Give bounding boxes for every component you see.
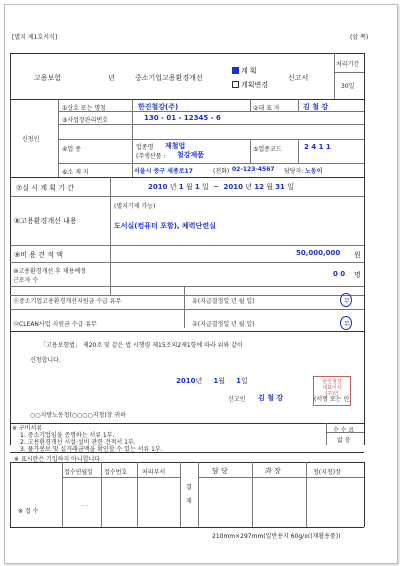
sign-col-chief: 청(지청)장: [313, 469, 341, 476]
contact-value: 노동이: [305, 168, 323, 175]
title-name: 중소기업고용환경개선: [135, 74, 203, 82]
receipt-col-date: 접수연월일: [64, 469, 93, 476]
budget-label: ⑨비 용 견 적 액: [14, 251, 63, 259]
sign-col-staff: 담 당: [212, 467, 228, 475]
applicant-sign-name: 김 철 강: [258, 394, 284, 402]
declaration-line2: 신청합니다.: [30, 357, 61, 364]
company-seal-stamp: 한진철강 대표이사 (주)인: [313, 376, 351, 406]
hiring-value: 0 0: [333, 270, 346, 278]
q12-selected-circle: [340, 316, 352, 330]
form-label: [별지 제1호서식]: [12, 34, 58, 41]
front-label: (앞 쪽): [350, 34, 369, 41]
receipt-dot-2: .: [86, 501, 88, 508]
industry-value: 제철업: [165, 142, 186, 150]
docs-header: ※ 구비서류: [12, 425, 43, 432]
sign-label: (서명 또는 인): [314, 396, 352, 403]
decision-label: 결 재: [186, 484, 192, 505]
improvement-value: 도서실(컴퓨터 포함), 체력단련실: [114, 222, 216, 230]
change-option[interactable]: 계획변경: [232, 80, 268, 90]
q11-label: ⑪중소기업고용환경개선지원금 수급 유무: [13, 298, 122, 305]
phone-label: (전화): [213, 168, 230, 175]
declaration-line1: 「고용보험법」 제20조 및 같은 법 시행령 제15조의2제1항에 따라 위와 같이: [40, 342, 243, 349]
biz-no-value: 130 - 01 - 12345 - 6: [144, 114, 221, 122]
fee-value: 없 음: [337, 437, 351, 444]
main-product-value: 철강제품: [177, 151, 205, 159]
receipt-col-dept: 처리부서: [142, 469, 166, 476]
plan-period-value: 2010 년 1 월 1 일 ~ 2010 년 12 월 31 일: [148, 183, 294, 191]
company-value: 한진철강(주): [138, 103, 179, 111]
receipt-dot: .: [82, 501, 84, 508]
docs-item-1: 1. 중소기업임을 증명하는 서류 1부.: [20, 432, 115, 439]
change-checkbox[interactable]: [232, 81, 239, 88]
processing-value: 30일: [341, 83, 355, 90]
q12-yes-option[interactable]: 유(지급결정일 년 월 일): [192, 321, 255, 328]
contact-label: 담당자:: [284, 168, 304, 175]
receipt-col-number: 접수번호: [104, 469, 128, 476]
q11-yes-option[interactable]: 유(지급결정일 년 월 일): [192, 298, 255, 305]
hiring-unit: 명: [354, 271, 361, 279]
improvement-note: (별지기재 가능): [114, 203, 156, 210]
fee-label: 수 수 료: [333, 427, 355, 434]
q12-label: ⑫CLEAN사업 지원금 수급 유무: [13, 321, 97, 328]
rep-value: 김 철 강: [303, 103, 329, 111]
budget-value: 50,000,000: [296, 249, 341, 257]
rep-label: ②대 표 자: [253, 105, 280, 112]
footer-size: 210mm×297mm(일반용지 60g/㎡(재활용품)): [212, 533, 341, 540]
industry-label: ④업 종: [62, 146, 81, 153]
budget-unit: 원: [354, 251, 361, 259]
address-label: ⑥소 재 지: [62, 169, 89, 176]
plan-checkbox[interactable]: [232, 67, 239, 74]
industry-code-label: ⑤업종코드: [253, 146, 282, 153]
plan-period-label: ⑦실 시 계 획 기 간: [16, 184, 74, 192]
q12-no-option[interactable]: 무: [344, 321, 350, 328]
docs-item-2: 2. 고용환경개선 시설·설비 관련 견적서 1부.: [20, 439, 136, 446]
hiring-label-line2: 근로자 수: [13, 277, 39, 284]
applicant-section-label: 신청인: [22, 136, 40, 143]
improvement-label: ⑧고용환경개선 내용: [14, 217, 77, 225]
applicant-sign-label: 신고인: [228, 396, 246, 403]
title-prefix: 고용보험: [34, 74, 62, 82]
main-product-label: (주생산품 :: [136, 153, 166, 160]
q11-selected-circle: [340, 293, 352, 307]
company-label: ①상호 또는 명칭: [62, 105, 106, 112]
industry-code-value: 2 4 1 1: [304, 143, 331, 151]
title-suffix: 신고서: [288, 74, 309, 82]
industry-caption: 업종명: [136, 144, 154, 151]
receipt-label: ※ 접 수: [18, 508, 39, 515]
docs-item-3: 3. 풀가봉보 및 실거래금액을 확인할 수 있는 서류 1부.: [20, 446, 163, 453]
processing-label: 처리기간: [336, 61, 360, 68]
biz-no-label: ③사업장관리번호: [62, 117, 108, 124]
hiring-label-line1: ⑩고용환경개선 후 채용예정: [13, 268, 86, 275]
notice: ※ 표시란은 기입하지 아니합니다.: [14, 456, 103, 463]
title-year-unit: 년: [108, 74, 115, 82]
address-value: 서울시 중구 세종로17: [134, 168, 193, 175]
form-page: [4, 4, 398, 564]
phone-value: 02-123-4567: [232, 166, 275, 173]
declaration-date: 2010년 1월 1일: [176, 377, 248, 385]
plan-option[interactable]: 계 획: [232, 66, 257, 76]
addressee: ○○지방노동청(○○○○지청)장 귀하: [30, 412, 126, 419]
sign-col-manager: 과 장: [265, 467, 281, 475]
q11-no-option[interactable]: 무: [344, 298, 350, 305]
